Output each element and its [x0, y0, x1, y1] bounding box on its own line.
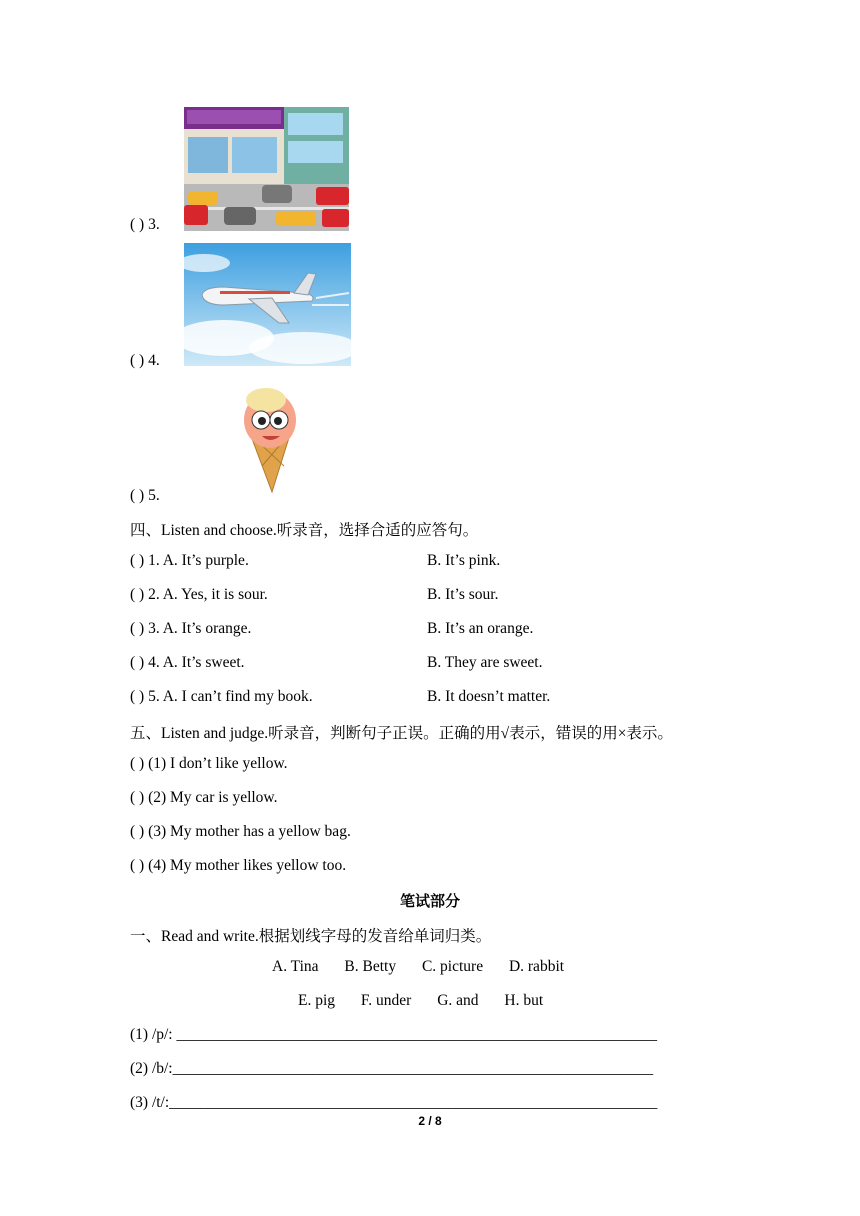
word-option: C. picture — [421, 958, 484, 975]
question-option-b: B. It’s sour. — [427, 586, 499, 603]
answer-blank-line: (3) /t/:_______________________________________________________________ — [130, 1094, 658, 1111]
airplane-sky-picture — [184, 243, 351, 366]
answer-blank-line: (2) /b/:______________________________________________________________ — [130, 1060, 654, 1077]
question-option-a: ( ) 2. A. Yes, it is sour. — [130, 586, 268, 603]
word-option: G. and — [437, 992, 479, 1009]
word-option: F. under — [360, 992, 412, 1009]
ice-cream-cone-picture — [234, 386, 306, 494]
page-number: 2 / 8 — [418, 1114, 442, 1128]
word-option: H. but — [504, 992, 544, 1009]
answer-blank-line: (1) /p/: ______________________________________________________________ — [130, 1026, 657, 1043]
written-part-title: 笔试部分 — [399, 892, 460, 910]
question-option-a: ( ) 5. A. I can’t find my book. — [130, 688, 313, 705]
section-1-heading: 一、Read and write.根据划线字母的发音给单词归类。 — [130, 928, 492, 945]
judge-item: ( ) (4) My mother likes yellow too. — [130, 857, 347, 874]
city-street-traffic-picture — [184, 107, 349, 231]
question-option-a: ( ) 4. A. It’s sweet. — [130, 654, 245, 671]
word-options-row-1 — [272, 958, 564, 976]
judge-item: ( ) (2) My car is yellow. — [130, 789, 278, 806]
question-option-b: B. It’s pink. — [427, 552, 501, 569]
question-option-b: B. It doesn’t matter. — [427, 688, 551, 705]
picture-item-label: ( ) 3. — [130, 216, 160, 233]
word-options-row-2 — [298, 992, 543, 1010]
word-option: A. Tina — [272, 958, 319, 975]
word-option: B. Betty — [344, 958, 397, 975]
picture-item-label: ( ) 4. — [130, 352, 160, 369]
question-option-a: ( ) 3. A. It’s orange. — [130, 620, 252, 637]
section-4-heading: 四、Listen and choose.听录音，选择合适的应答句。 — [130, 522, 479, 539]
question-option-b: B. They are sweet. — [427, 654, 543, 671]
judge-item: ( ) (1) I don’t like yellow. — [130, 755, 288, 772]
question-option-b: B. It’s an orange. — [427, 620, 534, 637]
judge-item: ( ) (3) My mother has a yellow bag. — [130, 823, 351, 840]
section-5-heading: 五、Listen and judge.听录音，判断句子正误。正确的用√表示，错误的用×表示。 — [130, 725, 673, 742]
picture-item-label: ( ) 5. — [130, 487, 160, 504]
question-option-a: ( ) 1. A. It’s purple. — [130, 552, 249, 569]
word-option: E. pig — [298, 992, 336, 1009]
word-option: D. rabbit — [508, 958, 565, 975]
